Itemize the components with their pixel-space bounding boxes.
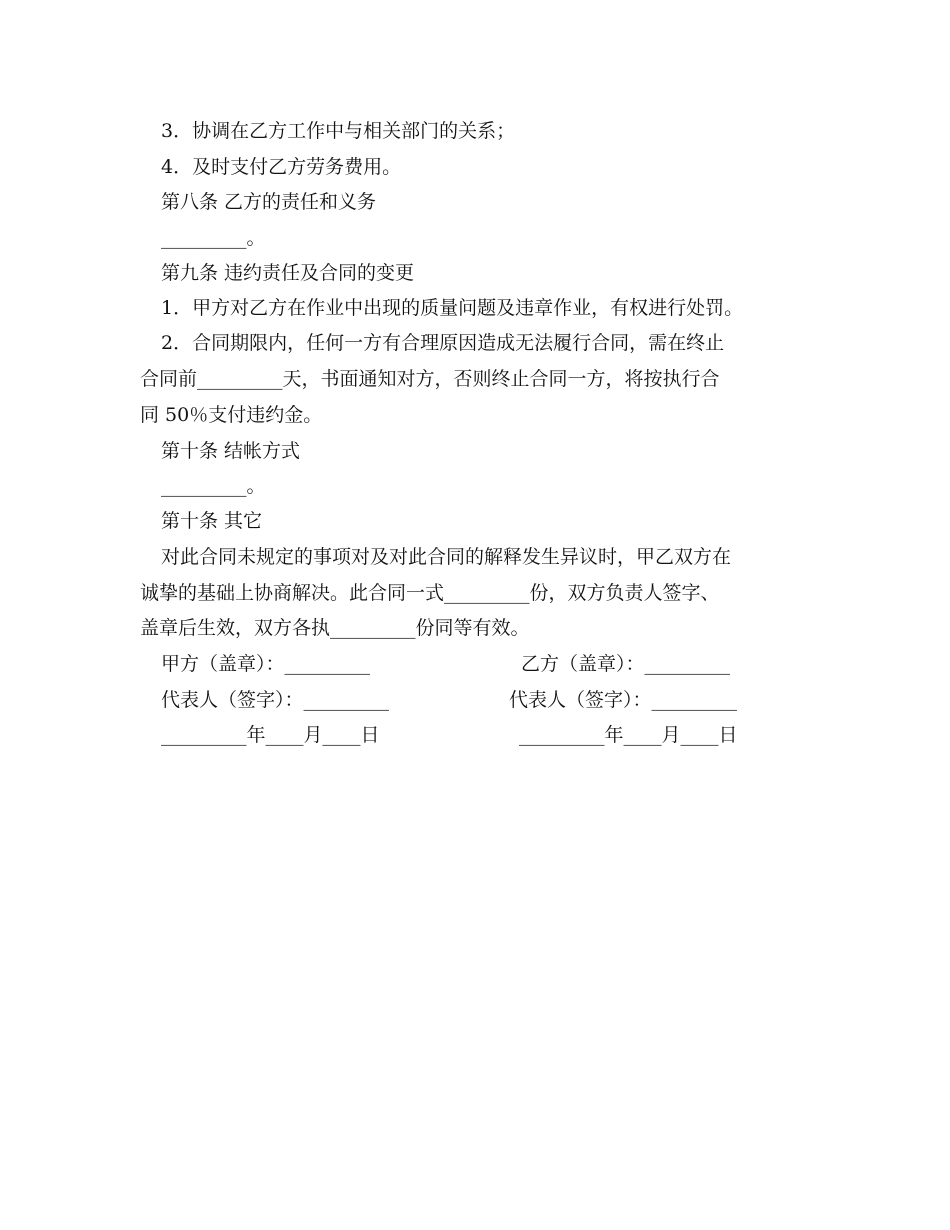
clause-7-item-4: 4．及时支付乙方劳务费用。 [161,156,402,178]
clause-9-heading: 第九条 违约责任及合同的变更 [161,262,415,284]
party-a-representative: 代表人（签字）：_________ [161,689,390,711]
clause-8-heading: 第八条 乙方的责任和义务 [161,191,377,213]
party-b-date: _________年____月____日 [519,724,738,746]
clause-10-heading: 第十条 结帐方式 [161,440,301,462]
clause-9-item-2-cont: 合同前_________天，书面通知对方，否则终止合同一方，将按执行合 [140,368,720,390]
party-a-date: _________年____月____日 [161,724,380,746]
party-b-representative: 代表人（签字）：_________ [509,689,738,711]
clause-other-para-3: 盖章后生效，双方各执_________份同等有效。 [140,617,530,639]
clause-9-item-2: 2．合同期限内，任何一方有合理原因造成无法履行合同，需在终止 [161,332,725,354]
clause-7-item-3: 3．协调在乙方工作中与相关部门的关系； [161,120,516,142]
party-a-seal: 甲方（盖章）：_________ [161,653,371,675]
clause-9-item-2-end: 同 50％支付违约金。 [140,404,323,426]
clause-other-heading: 第十条 其它 [161,510,263,532]
clause-other-para-2: 诚挚的基础上协商解决。此合同一式_________份，双方负责人签字、 [140,582,720,604]
clause-9-item-1: 1．甲方对乙方在作业中出现的质量问题及违章作业，有权进行处罚。 [161,297,744,319]
party-b-seal: 乙方（盖章）：_________ [521,653,731,675]
clause-10-blank: _________。 [161,475,266,497]
clause-other-para-1: 对此合同未规定的事项对及对此合同的解释发生异议时，甲乙双方在 [161,546,732,568]
clause-8-blank: _________。 [161,227,266,249]
